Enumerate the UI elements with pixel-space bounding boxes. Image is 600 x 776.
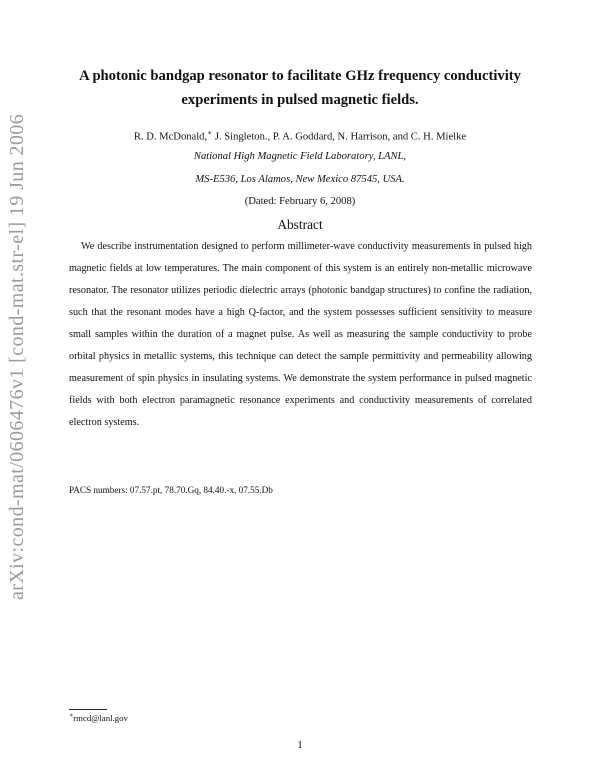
arxiv-stamp: arXiv:cond-mat/0606476v1 [cond-mat.str-el] 19 Jun 2006 xyxy=(6,113,28,600)
footnote xyxy=(69,712,128,723)
dated-line: (Dated: February 6, 2008) xyxy=(244,196,356,207)
footnote-email: rmcd@lanl.gov xyxy=(73,712,128,723)
other-authors: J. Singleton., P. A. Goddard, N. Harrison, and C. H. Mielke xyxy=(212,131,467,143)
paper-title: A photonic bandgap resonator to facilitate GHz frequency conductivity experiments in pulsed magnetic fields. xyxy=(79,68,521,108)
abstract-heading: Abstract xyxy=(277,217,323,232)
page-number: 1 xyxy=(297,739,303,751)
footnote-divider xyxy=(69,709,107,710)
affiliation-line-1: National High Magnetic Field Laboratory, LANL, xyxy=(193,151,407,162)
author-list xyxy=(60,128,540,143)
affiliation-line-2: MS-E536, Los Alamos, New Mexico 87545, USA. xyxy=(195,174,405,185)
footnote-marker: ∗ xyxy=(69,713,74,719)
first-author: R. D. McDonald, xyxy=(133,131,208,143)
abstract-body: We describe instrumentation designed to perform millimeter-wave conductivity measurements in pulsed high magnetic fields at low temperatures. The main component of this system is an entirely non-metallic microwave resonator. The resonator utilizes periodic dielectric arrays (photonic bandgap structures) to confine the radiation, such that the resonant modes have a high Q-factor, and the system possesses sufficient sensitivity to measure small samples within the duration of a magnet pulse. As well as measuring the sample conductivity to probe orbital physics in metallic systems, this technique can detect the sample permittivity and permeability allowing measurement of spin physics in insulating systems. We demonstrate the system performance in pulsed magnetic fields with both electron paramagnetic resonance experiments and conductivity measurements of correlated electron systems. xyxy=(69,241,532,428)
author-footnote-marker: ∗ xyxy=(207,128,213,137)
pacs-numbers: PACS numbers: 07.57.pt, 78.70.Gq, 84.40.-x, 07.55.Db xyxy=(69,485,273,495)
